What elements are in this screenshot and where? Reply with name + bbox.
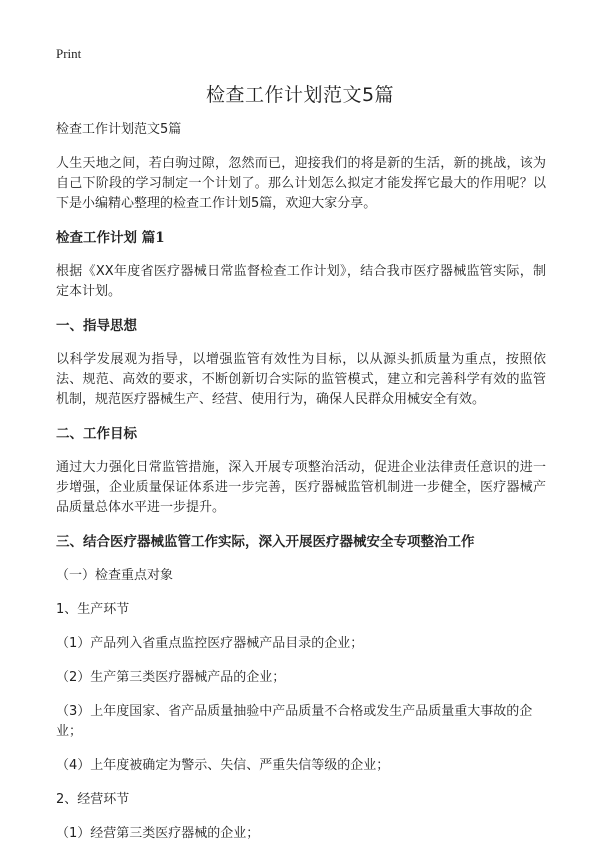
list-item: （2）生产第三类医疗器械产品的企业； bbox=[56, 670, 286, 685]
section-intro-paragraph: 根据《XX年度省医疗器械日常监督检查工作计划》，结合我市医疗器械监管实际，制定本计划。 bbox=[56, 264, 546, 299]
heading-special-rectification: 三、结合医疗器械监管工作实际，深入开展医疗器械安全专项整治工作 bbox=[56, 534, 475, 550]
print-link[interactable]: Print bbox=[56, 46, 82, 61]
heading-work-goals: 二、工作目标 bbox=[56, 426, 137, 442]
section-heading: 检查工作计划 篇1 bbox=[56, 230, 165, 246]
list-item: （1）产品列入省重点监控医疗器械产品目录的企业； bbox=[56, 636, 364, 651]
subheading-production: 1、生产环节 bbox=[56, 602, 130, 617]
document-title: 检查工作计划范文5篇 bbox=[205, 84, 395, 106]
list-item: （1）经营第三类医疗器械的企业； bbox=[56, 826, 260, 841]
subheading-key-targets: （一）检查重点对象 bbox=[56, 568, 174, 583]
paragraph-work-goals: 通过大力强化日常监管措施，深入开展专项整治活动，促进企业法律责任意识的进一步增强，企业质量保证体系进一步完善，医疗器械监管机制进一步健全，医疗器械产品质量总体水平进一步提升。 bbox=[56, 460, 546, 515]
document-body bbox=[56, 120, 546, 858]
heading-guiding-ideology: 一、指导思想 bbox=[56, 318, 137, 334]
intro-paragraph: 人生天地之间，若白驹过隙，忽然而已，迎接我们的将是新的生活，新的挑战，该为自己下阶段的学习制定一个计划了。那么计划怎么拟定才能发挥它最大的作用呢？以下是小编精心整理的检查工作计划5篇，欢迎大家分享。 bbox=[56, 156, 546, 211]
subheading-operation: 2、经营环节 bbox=[56, 792, 130, 807]
paragraph-guiding-ideology: 以科学发展观为指导，以增强监管有效性为目标，以从源头抓质量为重点，按照依法、规范、高效的要求，不断创新切合实际的监管模式，建立和完善科学有效的监管机制，规范医疗器械生产、经营、使用行为，确保人民群众用械安全有效。 bbox=[56, 352, 546, 407]
list-item: （3）上年度国家、省产品质量抽验中产品质量不合格或发生产品质量重大事故的企业； bbox=[56, 704, 533, 739]
document-subtitle: 检查工作计划范文5篇 bbox=[56, 122, 182, 137]
list-item: （4）上年度被确定为警示、失信、严重失信等级的企业； bbox=[56, 758, 390, 773]
